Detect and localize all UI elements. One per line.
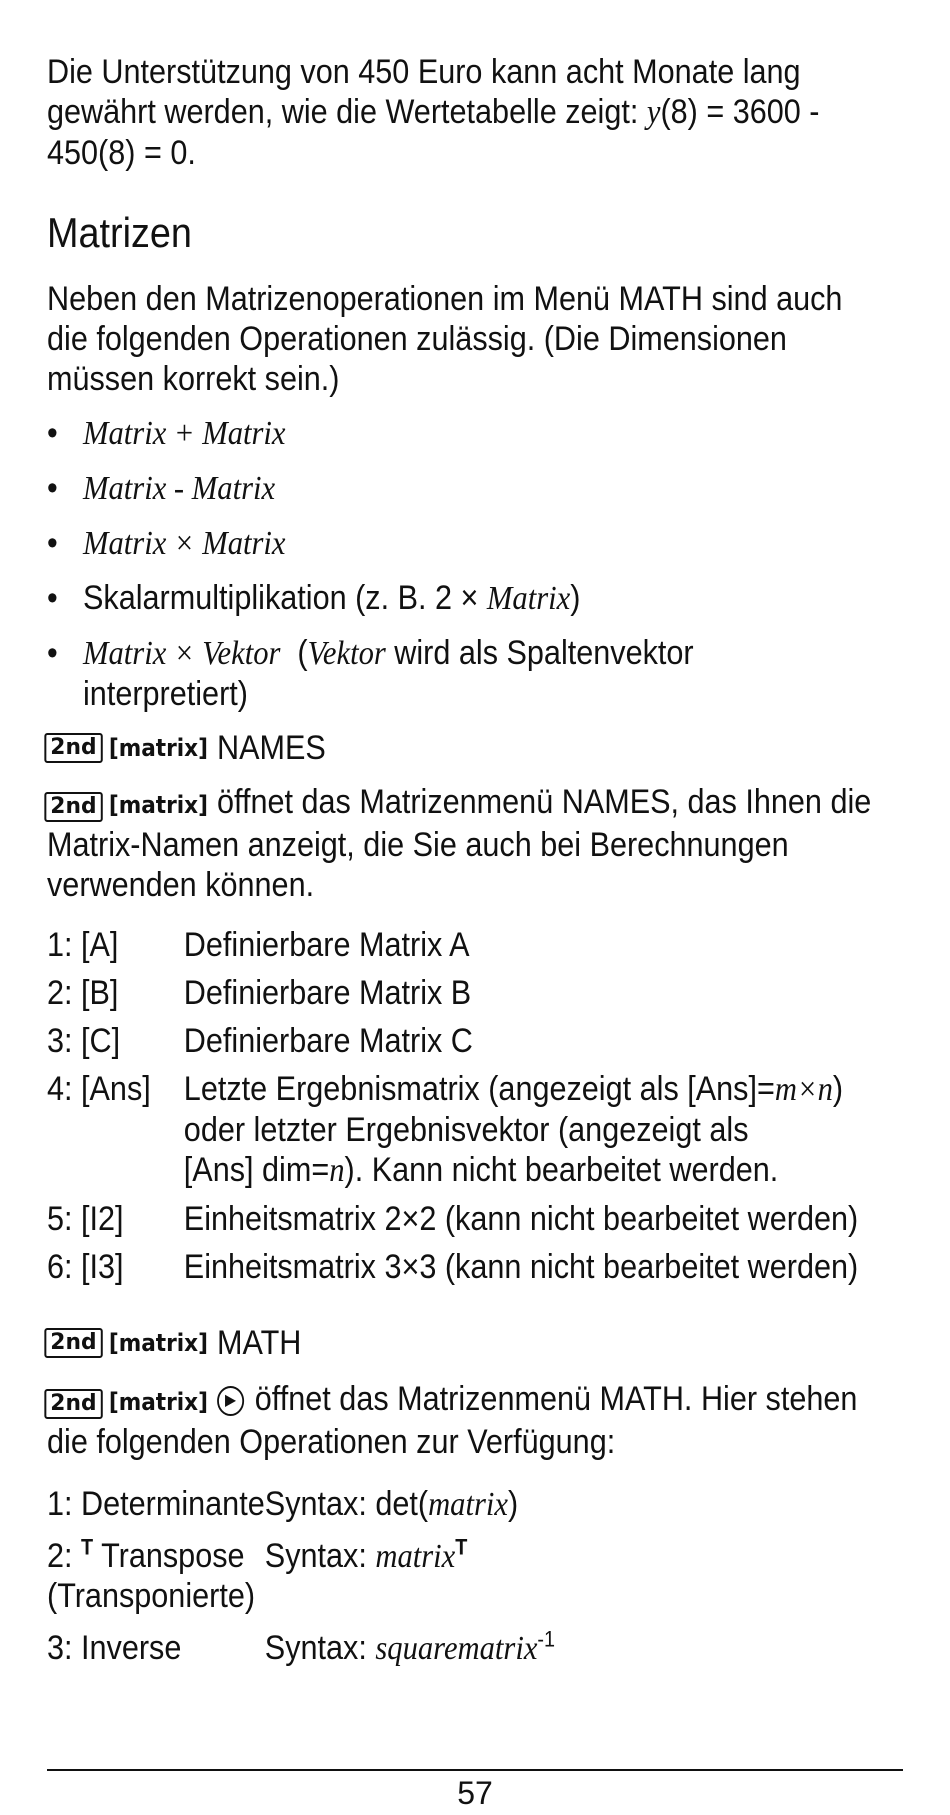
key-2nd: 2nd [44,1389,102,1419]
names-desc-3: verwenden können. [47,866,315,904]
names-desc-2: Matrix-Namen anzeigt, die Sie auch bei Berechnungen [47,826,789,864]
names-desc: Einheitsmatrix 3×3 (kann nicht bearbeitet werden) [183,1248,859,1286]
names-key: 5: [I2] [47,1200,124,1238]
bullet-scalar-b: Matrix [486,580,571,617]
ans-desc-1-end: ) [832,1070,844,1108]
syntax-italic: matrix [375,1538,456,1575]
math-syntax [265,1536,555,1628]
intro-line-1: Die Unterstützung von 450 Euro kann acht Monate lang [47,53,801,91]
names-key: 2: [B] [47,974,119,1012]
names-key: 1: [A] [47,926,119,964]
intro-line-2c: (8) = 3600 - [660,93,820,131]
bullet-dot: • [47,634,58,672]
math-key [47,1536,265,1628]
bullet-dot: • [47,579,58,617]
key-2nd: 2nd [44,1328,102,1358]
ans-desc-3a: [Ans] dim= [183,1151,330,1189]
document-page [47,52,903,1669]
names-desc: Definierbare Matrix C [183,1022,473,1060]
bullet-add-text: Matrix + Matrix [83,415,286,452]
key-prefix: 2: [47,1537,82,1575]
key-matrix: [matrix] [108,1388,208,1416]
bullet-multiply [47,523,938,564]
bullet-vector-d: interpretiert) [83,675,248,713]
syntax-text: Syntax: det( [264,1485,429,1523]
bullet-subtract-text: Matrix - Matrix [83,470,276,507]
bullet-scalar-c: ) [570,579,581,617]
bullet-add [47,413,938,454]
math-syntax [265,1484,555,1536]
para1-line-3: müssen korrekt sein.) [47,360,340,398]
syntax-end: ) [507,1485,519,1523]
syntax-italic: squarematrix [375,1630,538,1667]
transpose-sup: T [81,1534,94,1560]
math-syntax [265,1628,555,1669]
ans-desc-2: oder letzter Ergebnisvektor (angezeigt als [183,1111,749,1149]
math-key: 3: Inverse [47,1629,182,1667]
names-header [47,728,902,768]
key-matrix: [matrix] [108,1329,208,1357]
key-matrix: [matrix] [108,734,208,762]
intro-var-y: y [646,94,661,131]
bullet-vector: • Matrix × Vektor (Vektor wird als Spaltenvektor interpretiert) [47,634,694,713]
key-matrix: [matrix] [108,791,208,819]
names-title: NAMES [216,729,326,767]
para1-line-2: die folgenden Operationen zulässig. (Die Dimensionen [47,320,787,358]
names-desc: Einheitsmatrix 2×2 (kann nicht bearbeitet werden) [183,1200,859,1238]
bullet-scalar-a: Skalarmultiplikation (z. B. 2 × [83,579,487,617]
names-table [47,925,858,1287]
section-heading-matrizen: Matrizen [47,209,192,256]
footer-divider [47,1769,903,1771]
key-2nd: 2nd [44,792,102,822]
syntax-text: Syntax: [264,1629,376,1667]
table-row [47,1199,858,1247]
para1-line-1: Neben den Matrizenoperationen im Menü MATH sind auch [47,280,843,318]
intro-line-3: 450(8) = 0. [47,134,196,172]
names-description [47,782,902,905]
right-arrow-icon: ▶ [217,1386,244,1416]
matrices-paragraph [47,279,902,399]
bullet-multiply-text: Matrix × Matrix [83,525,286,562]
syntax-sup: T [455,1534,468,1560]
ans-desc-3-it: n [329,1152,345,1189]
math-desc-1: öffnet das Matrizenmenü MATH. Hier stehen [254,1380,858,1418]
ans-desc-1-it: m×n [774,1071,833,1108]
table-row [47,925,858,973]
syntax-sup: -1 [537,1626,556,1652]
intro-line-2a: gewährt werden, wie die Wertetabelle zeigt: [47,93,647,131]
table-row [47,973,858,1021]
names-desc: Definierbare Matrix B [183,974,472,1012]
bullet-dot: • [47,524,58,562]
math-table [47,1484,555,1669]
ans-desc-1: Letzte Ergebnismatrix (angezeigt als [Ans]= [183,1070,775,1108]
table-row [47,1536,555,1628]
math-key: 1: Determinante [47,1485,265,1523]
bullet-dot: • [47,414,58,452]
key-label: Transpose [93,1537,245,1575]
table-row [47,1021,858,1069]
table-row [47,1484,555,1536]
names-desc-1: öffnet das Matrizenmenü NAMES, das Ihnen die [216,783,872,821]
bullet-vector-c: wird als Spaltenvektor [385,634,694,672]
key-2nd: 2nd [44,733,102,763]
page-number: 57 [457,1775,493,1811]
ans-desc-3b: ). Kann nicht bearbeitet werden. [344,1151,779,1189]
bullet-vector-b: Vektor [307,635,386,672]
names-key: 6: [I3] [47,1248,124,1286]
bullet-subtract [47,468,938,509]
math-description [47,1379,902,1462]
math-header [47,1323,902,1363]
bullet-scalar [47,578,938,619]
table-row [47,1628,555,1669]
bullet-dot: • [47,469,58,507]
key-label-2: (Transponierte) [47,1577,256,1615]
intro-paragraph [47,52,902,173]
math-desc-2: die folgenden Operationen zur Verfügung: [47,1423,616,1461]
names-desc: Definierbare Matrix A [183,926,470,964]
syntax-text: Syntax: [264,1537,376,1575]
syntax-italic: matrix [428,1486,508,1523]
names-desc [184,1069,858,1199]
names-key: 4: [Ans] [47,1070,151,1108]
table-row [47,1247,858,1287]
math-title: MATH [216,1324,302,1362]
names-key: 3: [C] [47,1022,121,1060]
bullet-vector-a: Matrix × Vektor [83,635,281,672]
table-row [47,1069,858,1199]
